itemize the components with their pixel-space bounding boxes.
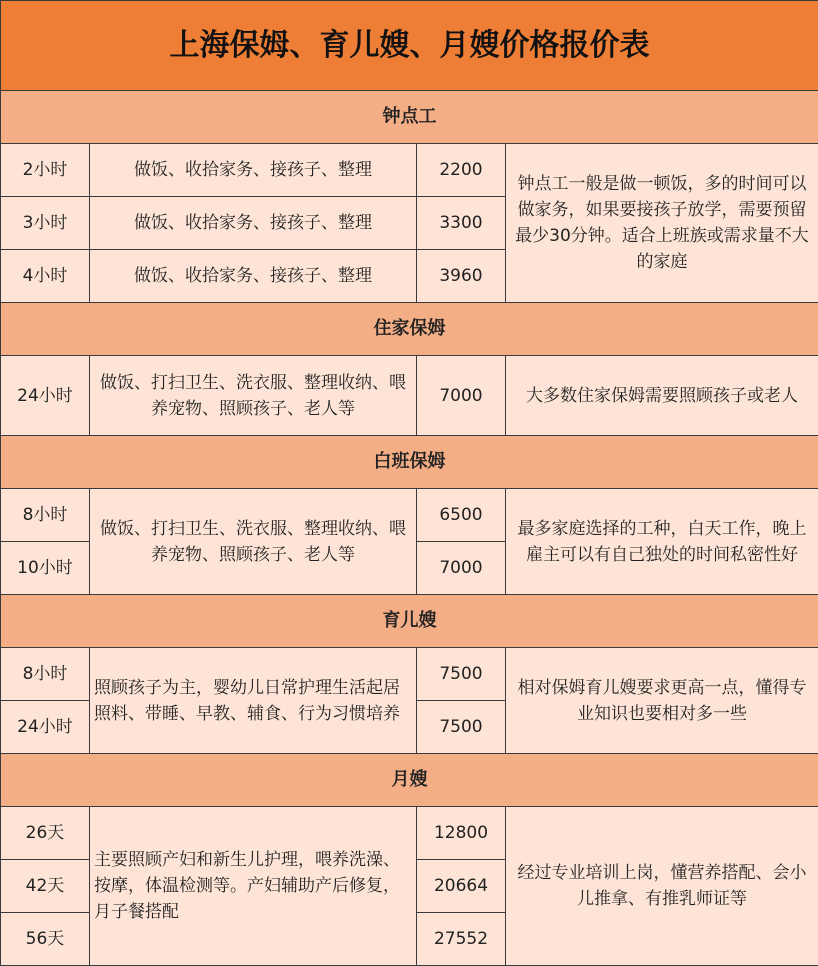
section-title: 住家保姆 <box>1 303 818 356</box>
section-header-daytime <box>1 436 818 489</box>
duration-cell: 26天 <box>1 807 90 860</box>
duration-cell: 42天 <box>1 860 90 913</box>
note-cell: 最多家庭选择的工种，白天工作，晚上雇主可以有自己独处的时间私密性好 <box>506 489 818 595</box>
section-title: 钟点工 <box>1 91 818 144</box>
duration-cell: 3小时 <box>1 197 90 250</box>
duty-cell: 做饭、收拾家务、接孩子、整理 <box>90 250 417 303</box>
section-title: 月嫂 <box>1 754 818 807</box>
price-cell: 20664 <box>417 860 506 913</box>
section-header-nanny <box>1 595 818 648</box>
section-header-livein <box>1 303 818 356</box>
price-cell: 7000 <box>417 542 506 595</box>
duration-cell: 8小时 <box>1 648 90 701</box>
section-header-hourly <box>1 91 818 144</box>
duty-cell: 做饭、打扫卫生、洗衣服、整理收纳、喂养宠物、照顾孩子、老人等 <box>90 489 417 595</box>
note-cell: 钟点工一般是做一顿饭，多的时间可以做家务，如果要接孩子放学，需要预留最少30分钟。适合上班族或需求量不大的家庭 <box>506 144 818 303</box>
page-title: 上海保姆、育儿嫂、月嫂价格报价表 <box>1 1 818 91</box>
price-cell: 7000 <box>417 356 506 436</box>
duration-cell: 2小时 <box>1 144 90 197</box>
price-cell: 3300 <box>417 197 506 250</box>
duration-cell: 4小时 <box>1 250 90 303</box>
duty-cell: 做饭、收拾家务、接孩子、整理 <box>90 144 417 197</box>
price-cell: 7500 <box>417 701 506 754</box>
price-cell: 12800 <box>417 807 506 860</box>
price-cell: 27552 <box>417 913 506 966</box>
duty-cell: 主要照顾产妇和新生儿护理，喂养洗澡、按摩，体温检测等。产妇辅助产后修复，月子餐搭配 <box>90 807 417 966</box>
section-title: 白班保姆 <box>1 436 818 489</box>
note-cell: 经过专业培训上岗，懂营养搭配、会小儿推拿、有推乳师证等 <box>506 807 818 966</box>
price-cell: 3960 <box>417 250 506 303</box>
duty-cell: 照顾孩子为主，婴幼儿日常护理生活起居照料、带睡、早教、辅食、行为习惯培养 <box>90 648 417 754</box>
title-row <box>1 1 818 91</box>
duration-cell: 24小时 <box>1 701 90 754</box>
duration-cell: 56天 <box>1 913 90 966</box>
table-row <box>1 807 818 860</box>
table-row <box>1 489 818 542</box>
duration-cell: 8小时 <box>1 489 90 542</box>
duration-cell: 24小时 <box>1 356 90 436</box>
price-cell: 7500 <box>417 648 506 701</box>
duty-cell: 做饭、打扫卫生、洗衣服、整理收纳、喂养宠物、照顾孩子、老人等 <box>90 356 417 436</box>
table-row <box>1 144 818 197</box>
price-cell: 6500 <box>417 489 506 542</box>
note-cell: 相对保姆育儿嫂要求更高一点，懂得专业知识也要相对多一些 <box>506 648 818 754</box>
section-title: 育儿嫂 <box>1 595 818 648</box>
duty-cell: 做饭、收拾家务、接孩子、整理 <box>90 197 417 250</box>
duration-cell: 10小时 <box>1 542 90 595</box>
price-cell: 2200 <box>417 144 506 197</box>
note-cell: 大多数住家保姆需要照顾孩子或老人 <box>506 356 818 436</box>
table-row <box>1 648 818 701</box>
table-row <box>1 356 818 436</box>
section-header-maternity <box>1 754 818 807</box>
